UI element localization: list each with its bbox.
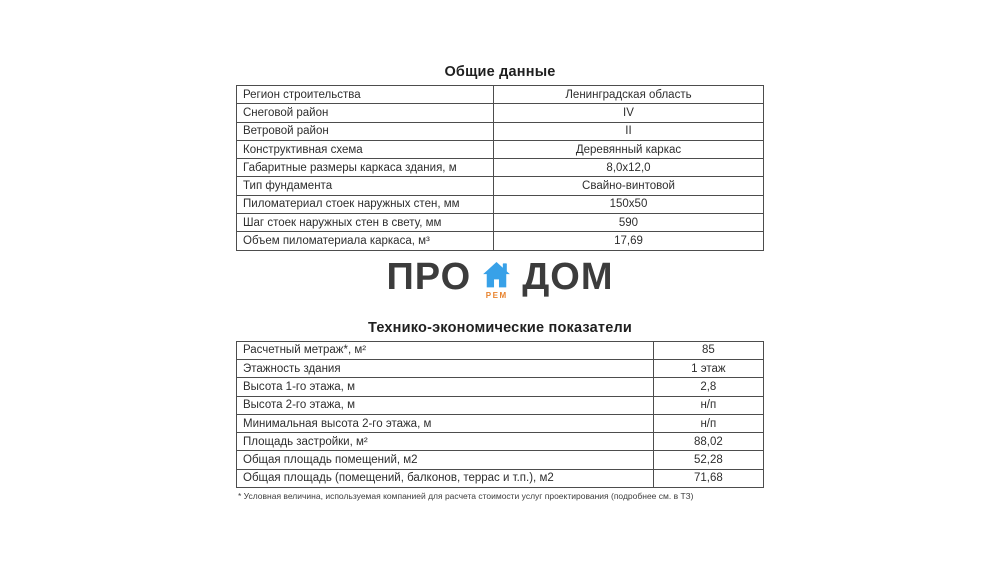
row-label: Снеговой район	[237, 104, 494, 122]
table-row	[237, 159, 764, 177]
table-row	[237, 177, 764, 195]
row-label: Тип фундамента	[237, 177, 494, 195]
row-label: Высота 1-го этажа, м	[237, 378, 654, 396]
tech-indicators-table	[236, 341, 764, 488]
row-value: 2,8	[653, 378, 763, 396]
logo-house-block	[480, 259, 513, 300]
table-row	[237, 469, 764, 487]
logo-text-dom: ДОМ	[522, 255, 614, 298]
row-value: Свайно-винтовой	[493, 177, 763, 195]
table-row	[237, 214, 764, 232]
table-row	[237, 396, 764, 414]
logo	[236, 256, 764, 305]
general-table-title: Общие данные	[444, 64, 556, 80]
row-value: н/п	[653, 414, 763, 432]
document-content	[236, 64, 764, 501]
tech-table-title: Технико-экономические показатели	[368, 319, 632, 336]
house-icon	[480, 259, 513, 292]
row-value: н/п	[653, 396, 763, 414]
row-value: Деревянный каркас	[493, 140, 763, 158]
row-value: 8,0x12,0	[493, 159, 763, 177]
table-row	[237, 451, 764, 469]
row-value: 71,68	[653, 469, 763, 487]
row-label: Минимальная высота 2-го этажа, м	[237, 414, 654, 432]
table-row	[237, 140, 764, 158]
row-label: Конструктивная схема	[237, 140, 494, 158]
table-row	[237, 433, 764, 451]
table-row	[237, 378, 764, 396]
row-value: 1 этаж	[653, 359, 763, 377]
row-label: Этажность здания	[237, 359, 654, 377]
row-label: Площадь застройки, м²	[237, 433, 654, 451]
row-value: Ленинградская область	[493, 86, 763, 104]
row-label: Ветровой район	[237, 122, 494, 140]
row-value: II	[493, 122, 763, 140]
row-label: Габаритные размеры каркаса здания, м	[237, 159, 494, 177]
row-value: 150x50	[493, 195, 763, 213]
footnote: * Условная величина, используемая компанией для расчета стоимости услуг проектирования (подробнее см. в ТЗ)	[238, 491, 694, 502]
table-row	[237, 104, 764, 122]
row-value: 17,69	[493, 232, 763, 250]
row-value: 88,02	[653, 433, 763, 451]
row-value: 590	[493, 214, 763, 232]
row-value: 52,28	[653, 451, 763, 469]
row-label: Общая площадь (помещений, балконов, террас и т.п.), м2	[237, 469, 654, 487]
row-label: Объем пиломатериала каркаса, м³	[237, 232, 494, 250]
logo-text-pro: ПРО	[386, 255, 472, 298]
row-label: Расчетный метраж*, м²	[237, 341, 654, 359]
row-label: Высота 2-го этажа, м	[237, 396, 654, 414]
row-value: 85	[653, 341, 763, 359]
table-row	[237, 195, 764, 213]
table-row	[237, 86, 764, 104]
row-label: Пиломатериал стоек наружных стен, мм	[237, 195, 494, 213]
row-label: Шаг стоек наружных стен в свету, мм	[237, 214, 494, 232]
general-data-table	[236, 85, 764, 251]
table-row	[237, 341, 764, 359]
row-value: IV	[493, 104, 763, 122]
row-label: Общая площадь помещений, м2	[237, 451, 654, 469]
table-row	[237, 359, 764, 377]
table-row	[237, 122, 764, 140]
row-label: Регион строительства	[237, 86, 494, 104]
table-row	[237, 414, 764, 432]
logo-sub-text-rem: РЕМ	[485, 290, 508, 300]
table-row	[237, 232, 764, 250]
